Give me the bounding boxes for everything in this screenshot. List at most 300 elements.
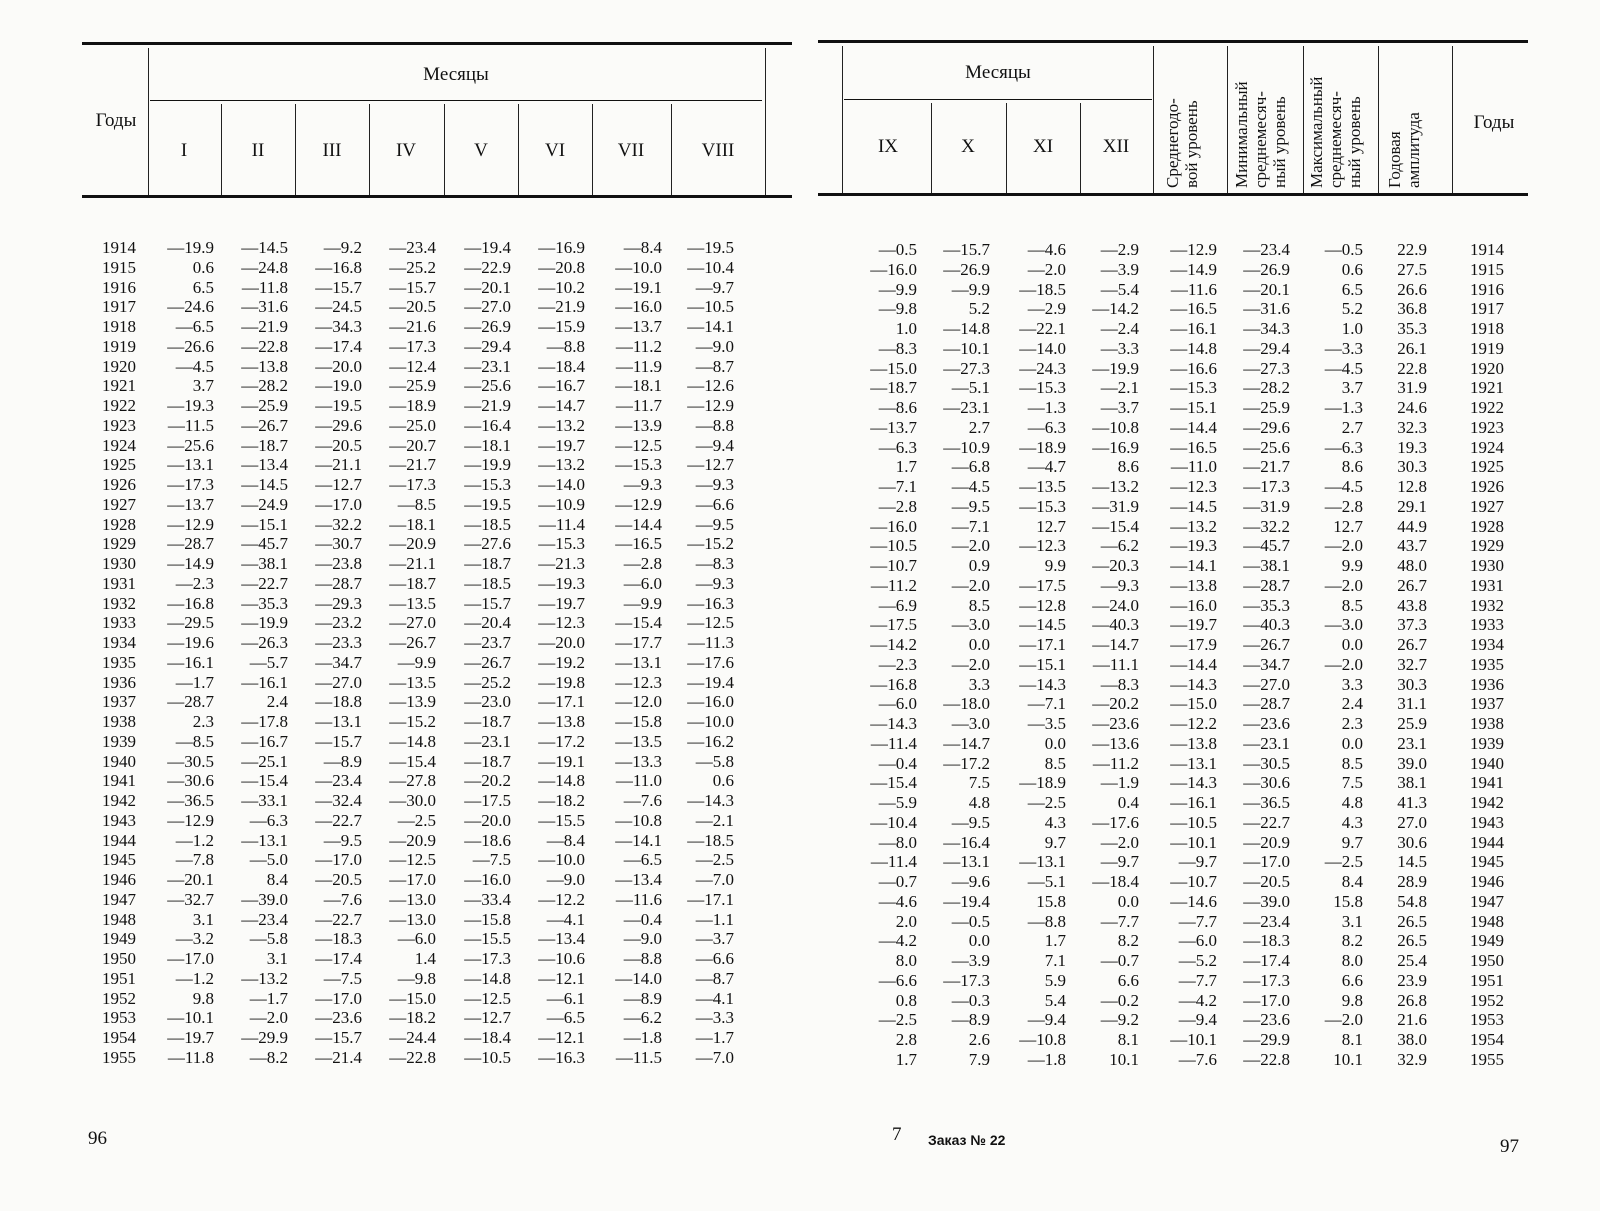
- value-cell: —13.3: [615, 751, 662, 771]
- value-cell: —2.3: [175, 573, 214, 593]
- value-cell: —12.3: [1170, 477, 1217, 496]
- value-cell: —15.8: [615, 712, 662, 731]
- years-header: Годы: [95, 110, 137, 131]
- table-row: [800, 596, 1600, 616]
- value-cell: —23.4: [315, 771, 362, 791]
- value-cell: —22.9: [464, 257, 511, 277]
- value-cell: —8.5: [175, 731, 214, 751]
- value-cell: —16.9: [538, 238, 585, 257]
- year-cell: 1949: [1470, 931, 1504, 951]
- value-cell: —12.9: [1170, 240, 1217, 259]
- value-cell: —27.0: [464, 297, 511, 317]
- value-cell: 0.6: [192, 257, 214, 277]
- value-cell: —4.5: [951, 477, 990, 496]
- value-cell: —20.3: [1092, 556, 1139, 575]
- year-cell: 1943: [102, 810, 136, 830]
- table-row: [800, 319, 1600, 339]
- value-cell: —21.9: [464, 396, 511, 415]
- value-cell: —11.8: [167, 1047, 214, 1067]
- value-cell: —0.7: [878, 872, 917, 891]
- table-row: [800, 635, 1600, 655]
- value-cell: —23.6: [1092, 714, 1139, 733]
- year-cell: 1938: [1470, 714, 1504, 733]
- value-cell: —14.3: [1019, 674, 1066, 694]
- year-cell: 1941: [1470, 773, 1504, 793]
- year-cell: 1938: [102, 712, 136, 731]
- value-cell: —19.6: [167, 633, 214, 652]
- value-cell: —13.5: [615, 731, 662, 751]
- table-row: [800, 378, 1600, 398]
- value-cell: —9.3: [695, 573, 734, 593]
- order-number: Заказ № 22: [928, 1132, 1006, 1148]
- value-cell: 4.8: [1341, 793, 1363, 812]
- table-row: [0, 258, 800, 278]
- value-cell: —14.8: [943, 319, 990, 338]
- month-header: X: [961, 136, 975, 157]
- value-cell: —2.0: [951, 654, 990, 674]
- value-cell: —16.5: [1170, 299, 1217, 319]
- value-cell: 4.3: [1044, 812, 1066, 832]
- table-row: [0, 870, 800, 890]
- value-cell: —32.2: [1243, 516, 1290, 536]
- table-row: [800, 734, 1600, 754]
- value-cell: —6.5: [546, 1008, 585, 1028]
- value-cell: —18.1: [615, 376, 662, 396]
- year-cell: 1955: [1470, 1049, 1504, 1069]
- table-row: [0, 574, 800, 594]
- value-cell: —25.6: [1243, 437, 1290, 457]
- month-header: V: [474, 140, 488, 161]
- value-cell: —2.9: [1027, 299, 1066, 319]
- value-cell: —18.2: [389, 1008, 436, 1028]
- value-cell: —20.9: [389, 830, 436, 850]
- value-cell: —15.5: [538, 810, 585, 830]
- value-cell: 8.1: [1117, 1030, 1139, 1049]
- value-cell: —5.8: [249, 929, 288, 949]
- value-cell: —20.5: [315, 435, 362, 455]
- value-cell: —13.5: [1019, 477, 1066, 496]
- value-cell: —2.8: [1324, 496, 1363, 516]
- value-cell: —29.6: [1243, 417, 1290, 437]
- value-cell: —22.8: [241, 336, 288, 356]
- value-cell: —9.9: [951, 279, 990, 299]
- value-cell: —8.7: [695, 968, 734, 988]
- value-cell: —2.0: [1324, 1010, 1363, 1030]
- value-cell: —17.0: [315, 850, 362, 870]
- value-cell: —17.0: [389, 870, 436, 889]
- value-cell: 0.0: [1044, 733, 1066, 753]
- value-cell: 25.4: [1397, 951, 1427, 970]
- value-cell: —2.4: [1100, 319, 1139, 338]
- value-cell: —24.4: [389, 1028, 436, 1047]
- year-cell: 1954: [1470, 1030, 1504, 1049]
- value-cell: —17.3: [464, 949, 511, 968]
- value-cell: —20.0: [464, 810, 511, 830]
- table-row: [800, 991, 1600, 1011]
- value-cell: —6.1: [546, 988, 585, 1008]
- year-cell: 1917: [1470, 299, 1504, 319]
- value-cell: —17.2: [943, 753, 990, 773]
- value-cell: 23.1: [1397, 733, 1427, 753]
- year-cell: 1932: [102, 593, 136, 613]
- table-row: [800, 833, 1600, 853]
- value-cell: —19.7: [538, 435, 585, 455]
- year-cell: 1936: [1470, 674, 1504, 694]
- table-row: [800, 1030, 1600, 1050]
- value-cell: —18.9: [1019, 437, 1066, 457]
- value-cell: —8.7: [695, 356, 734, 376]
- table-row: [800, 359, 1600, 379]
- value-cell: —20.1: [1243, 279, 1290, 299]
- value-cell: —36.5: [1243, 793, 1290, 812]
- value-cell: —7.5: [323, 968, 362, 988]
- value-cell: —2.0: [1027, 259, 1066, 279]
- value-cell: —12.5: [389, 850, 436, 870]
- value-cell: —31.9: [1092, 496, 1139, 516]
- value-cell: —32.2: [315, 514, 362, 534]
- year-cell: 1914: [102, 238, 136, 257]
- value-cell: —6.5: [175, 317, 214, 336]
- value-cell: 1.7: [895, 457, 917, 477]
- value-cell: —9.9: [397, 652, 436, 672]
- value-cell: —19.9: [167, 238, 214, 257]
- value-cell: —18.5: [464, 514, 511, 534]
- value-cell: —15.4: [241, 771, 288, 791]
- value-cell: 30.3: [1397, 457, 1427, 477]
- value-cell: —7.7: [1178, 970, 1217, 990]
- value-cell: —3.2: [175, 929, 214, 949]
- page-number: 97: [1500, 1136, 1519, 1157]
- value-cell: —34.3: [315, 317, 362, 336]
- value-cell: —23.6: [1243, 1010, 1290, 1030]
- value-cell: —14.9: [1170, 259, 1217, 279]
- value-cell: —0.4: [878, 753, 917, 773]
- value-cell: —2.5: [397, 810, 436, 830]
- value-cell: —15.0: [389, 988, 436, 1008]
- value-cell: —3.7: [695, 929, 734, 949]
- value-cell: —16.5: [1170, 437, 1217, 457]
- value-cell: 3.1: [1341, 911, 1363, 931]
- value-cell: —24.3: [1019, 358, 1066, 378]
- table-row: [0, 989, 800, 1009]
- column-divider: [1153, 46, 1154, 193]
- value-cell: —16.3: [538, 1047, 585, 1067]
- year-cell: 1925: [1470, 457, 1504, 477]
- months-underline: [150, 100, 762, 101]
- value-cell: —10.5: [870, 536, 917, 556]
- value-cell: —23.0: [464, 692, 511, 712]
- column-divider: [444, 104, 445, 195]
- value-cell: —8.9: [951, 1010, 990, 1030]
- value-cell: —18.2: [538, 791, 585, 810]
- value-cell: —25.9: [241, 396, 288, 415]
- value-cell: 8.5: [1341, 753, 1363, 773]
- value-cell: —18.8: [315, 692, 362, 712]
- value-cell: —6.3: [1324, 437, 1363, 457]
- value-cell: —17.3: [1243, 970, 1290, 990]
- value-cell: —10.7: [1170, 872, 1217, 891]
- value-cell: —17.5: [870, 615, 917, 635]
- value-cell: —14.7: [943, 733, 990, 753]
- value-cell: —2.0: [1100, 832, 1139, 852]
- table-row: [0, 238, 800, 258]
- value-cell: —9.0: [695, 336, 734, 356]
- value-cell: —17.0: [315, 494, 362, 514]
- year-cell: 1926: [102, 475, 136, 494]
- value-cell: —9.2: [323, 238, 362, 257]
- value-cell: —5.8: [695, 751, 734, 771]
- value-cell: 10.1: [1109, 1049, 1139, 1069]
- value-cell: —21.3: [538, 554, 585, 573]
- value-cell: 2.6: [968, 1030, 990, 1049]
- value-cell: 26.5: [1397, 931, 1427, 951]
- table-row: [800, 260, 1600, 280]
- value-cell: —12.6: [687, 376, 734, 396]
- value-cell: —14.8: [538, 771, 585, 791]
- value-cell: —9.6: [951, 872, 990, 891]
- value-cell: —23.4: [1243, 240, 1290, 259]
- value-cell: 26.7: [1397, 575, 1427, 595]
- min-monthly-level-header: Минимальный среднемесяч- ный уровень: [1232, 81, 1289, 188]
- value-cell: —10.5: [1170, 812, 1217, 832]
- value-cell: —20.1: [167, 870, 214, 889]
- value-cell: —40.3: [1243, 615, 1290, 635]
- value-cell: —18.1: [389, 514, 436, 534]
- value-cell: —7.5: [472, 850, 511, 870]
- table-row: [0, 929, 800, 949]
- value-cell: —2.5: [878, 1010, 917, 1030]
- table-row: [800, 339, 1600, 359]
- year-cell: 1941: [102, 771, 136, 791]
- value-cell: —24.9: [241, 494, 288, 514]
- value-cell: —21.1: [315, 455, 362, 475]
- year-cell: 1935: [1470, 654, 1504, 674]
- table-row: [0, 396, 800, 416]
- value-cell: —15.3: [1170, 378, 1217, 398]
- value-cell: —13.5: [389, 672, 436, 692]
- value-cell: —6.0: [397, 929, 436, 949]
- years-header: Годы: [1473, 112, 1515, 133]
- value-cell: —38.1: [1243, 556, 1290, 575]
- value-cell: —13.1: [615, 652, 662, 672]
- value-cell: —10.5: [464, 1047, 511, 1067]
- value-cell: —10.9: [538, 494, 585, 514]
- value-cell: —19.7: [538, 593, 585, 613]
- value-cell: —13.8: [1170, 733, 1217, 753]
- value-cell: —6.5: [623, 850, 662, 870]
- value-cell: 8.0: [895, 951, 917, 970]
- value-cell: 0.6: [1341, 259, 1363, 279]
- year-cell: 1920: [102, 356, 136, 376]
- value-cell: —36.5: [167, 791, 214, 810]
- value-cell: —27.0: [315, 672, 362, 692]
- value-cell: —7.6: [323, 889, 362, 909]
- table-row: [800, 931, 1600, 951]
- value-cell: 48.0: [1397, 556, 1427, 575]
- value-cell: —16.5: [615, 534, 662, 554]
- value-cell: —19.5: [315, 396, 362, 415]
- value-cell: —18.9: [389, 396, 436, 415]
- value-cell: —7.1: [878, 477, 917, 496]
- value-cell: —7.0: [695, 1047, 734, 1067]
- table-row: [800, 813, 1600, 833]
- value-cell: —12.9: [615, 494, 662, 514]
- value-cell: —17.4: [315, 949, 362, 968]
- value-cell: —14.0: [538, 475, 585, 494]
- value-cell: —29.9: [1243, 1030, 1290, 1049]
- value-cell: —10.1: [943, 338, 990, 358]
- value-cell: —11.8: [241, 277, 288, 297]
- year-cell: 1931: [102, 573, 136, 593]
- year-cell: 1918: [1470, 319, 1504, 338]
- table-row: [0, 376, 800, 396]
- year-cell: 1942: [102, 791, 136, 810]
- value-cell: —33.4: [464, 889, 511, 909]
- header-bottom-rule: [82, 195, 792, 198]
- value-cell: —35.3: [1243, 595, 1290, 615]
- table-row: [0, 890, 800, 910]
- value-cell: —8.4: [623, 238, 662, 257]
- year-cell: 1946: [102, 870, 136, 889]
- table-row: [800, 754, 1600, 774]
- value-cell: 8.0: [1341, 951, 1363, 970]
- table-row: [800, 1010, 1600, 1030]
- value-cell: —14.1: [615, 830, 662, 850]
- year-cell: 1952: [102, 988, 136, 1008]
- value-cell: —9.3: [1100, 575, 1139, 595]
- value-cell: —14.2: [1092, 299, 1139, 319]
- year-cell: 1929: [1470, 536, 1504, 556]
- value-cell: —10.0: [615, 257, 662, 277]
- value-cell: —6.3: [878, 437, 917, 457]
- value-cell: —13.9: [615, 415, 662, 435]
- value-cell: —20.5: [315, 870, 362, 889]
- column-divider: [1452, 46, 1453, 193]
- value-cell: —1.7: [175, 672, 214, 692]
- value-cell: —5.1: [1027, 872, 1066, 891]
- value-cell: —25.2: [389, 257, 436, 277]
- value-cell: —15.2: [687, 534, 734, 554]
- value-cell: —16.0: [687, 692, 734, 712]
- value-cell: —22.7: [1243, 812, 1290, 832]
- value-cell: —30.5: [167, 751, 214, 771]
- year-cell: 1918: [102, 317, 136, 336]
- value-cell: —17.1: [1019, 635, 1066, 654]
- value-cell: —11.7: [615, 396, 662, 415]
- table-row: [800, 536, 1600, 556]
- table-row: [0, 495, 800, 515]
- value-cell: 8.6: [1117, 457, 1139, 477]
- table-row: [800, 438, 1600, 458]
- value-cell: 0.9: [968, 556, 990, 575]
- table-row: [800, 694, 1600, 714]
- column-divider: [369, 104, 370, 195]
- value-cell: —0.5: [878, 240, 917, 259]
- value-cell: —39.0: [1243, 891, 1290, 911]
- value-cell: —17.0: [1243, 852, 1290, 872]
- value-cell: —20.9: [1243, 832, 1290, 852]
- value-cell: —8.8: [1027, 911, 1066, 931]
- value-cell: —10.8: [1092, 417, 1139, 437]
- value-cell: —27.3: [1243, 358, 1290, 378]
- value-cell: —14.5: [241, 238, 288, 257]
- value-cell: 26.5: [1397, 911, 1427, 931]
- value-cell: —17.4: [315, 336, 362, 356]
- value-cell: —16.3: [687, 593, 734, 613]
- value-cell: —22.7: [315, 909, 362, 929]
- value-cell: —11.0: [615, 771, 662, 791]
- value-cell: —17.3: [389, 336, 436, 356]
- top-rule: [82, 42, 792, 45]
- value-cell: —17.5: [464, 791, 511, 810]
- value-cell: —17.0: [1243, 990, 1290, 1010]
- value-cell: —15.4: [870, 773, 917, 793]
- value-cell: —5.7: [249, 652, 288, 672]
- value-cell: —16.1: [1170, 793, 1217, 812]
- value-cell: —16.2: [687, 731, 734, 751]
- value-cell: 24.6: [1397, 398, 1427, 417]
- year-cell: 1927: [1470, 496, 1504, 516]
- value-cell: 28.9: [1397, 872, 1427, 891]
- value-cell: —25.2: [464, 672, 511, 692]
- year-cell: 1915: [1470, 259, 1504, 279]
- value-cell: —2.0: [951, 575, 990, 595]
- value-cell: —30.0: [389, 791, 436, 810]
- value-cell: —19.3: [538, 573, 585, 593]
- value-cell: 29.1: [1397, 496, 1427, 516]
- value-cell: 1.0: [1341, 319, 1363, 338]
- value-cell: —8.8: [623, 949, 662, 968]
- column-divider: [1378, 46, 1379, 193]
- value-cell: —17.2: [538, 731, 585, 751]
- value-cell: —1.8: [1027, 1049, 1066, 1069]
- column-divider: [765, 48, 766, 195]
- value-cell: —3.7: [1100, 398, 1139, 417]
- value-cell: —8.8: [695, 415, 734, 435]
- value-cell: —13.7: [615, 317, 662, 336]
- year-cell: 1922: [1470, 398, 1504, 417]
- table-row: [800, 872, 1600, 892]
- value-cell: —23.1: [1243, 733, 1290, 753]
- value-cell: —29.4: [464, 336, 511, 356]
- value-cell: 0.0: [1341, 733, 1363, 753]
- value-cell: —12.9: [167, 514, 214, 534]
- value-cell: —29.3: [315, 593, 362, 613]
- value-cell: —3.3: [695, 1008, 734, 1028]
- value-cell: 43.7: [1397, 536, 1427, 556]
- value-cell: 8.4: [1341, 872, 1363, 891]
- value-cell: —15.5: [464, 929, 511, 949]
- value-cell: —7.7: [1100, 911, 1139, 931]
- value-cell: —11.2: [1092, 753, 1139, 773]
- value-cell: —10.4: [687, 257, 734, 277]
- year-cell: 1928: [1470, 516, 1504, 536]
- value-cell: —23.2: [315, 613, 362, 633]
- value-cell: 0.6: [712, 771, 734, 791]
- value-cell: —16.7: [241, 731, 288, 751]
- value-cell: —9.7: [695, 277, 734, 297]
- value-cell: —17.8: [241, 712, 288, 731]
- value-cell: —34.3: [1243, 319, 1290, 338]
- value-cell: —1.2: [175, 968, 214, 988]
- value-cell: —3.9: [951, 951, 990, 970]
- value-cell: 8.5: [1044, 753, 1066, 773]
- table-row: [800, 714, 1600, 734]
- value-cell: —5.1: [951, 378, 990, 398]
- value-cell: —8.0: [878, 832, 917, 852]
- value-cell: —6.2: [1100, 536, 1139, 556]
- value-cell: —16.1: [1170, 319, 1217, 338]
